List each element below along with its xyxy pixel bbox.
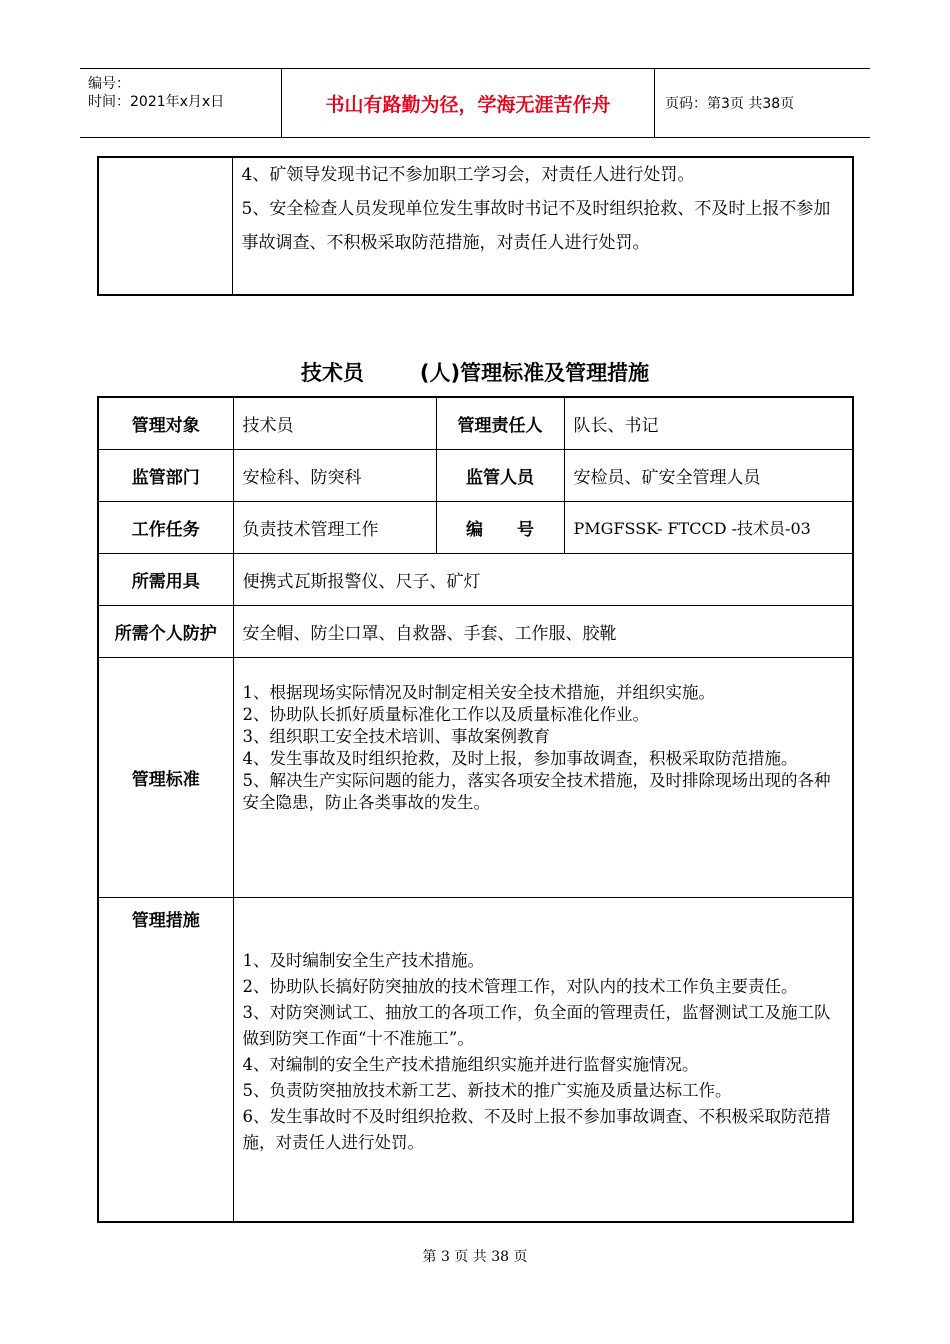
value-supervising-dept: 安检科、防突科 bbox=[233, 449, 436, 501]
label-management-object: 管理对象 bbox=[98, 397, 233, 449]
label-supervisor: 监管人员 bbox=[436, 449, 564, 501]
table-row bbox=[98, 397, 853, 449]
table-row bbox=[98, 449, 853, 501]
label-management-measures: 管理措施 bbox=[98, 897, 233, 1222]
measure-item: 2、协助队长搞好防突抽放的技术管理工作，对队内的技术工作负主要责任。 bbox=[242, 976, 798, 996]
previous-table bbox=[97, 156, 854, 296]
table-row bbox=[98, 657, 853, 897]
measure-item: 3、对防突测试工、抽放工的各项工作，负全面的管理责任，监督测试工及施工队做到防突工作面“十不准施工”。 bbox=[242, 1002, 831, 1048]
table-row bbox=[98, 553, 853, 605]
previous-table-content bbox=[232, 157, 853, 295]
standard-item: 4、发生事故及时组织抢救，及时上报，参加事故调查，积极采取防范措施。 bbox=[242, 748, 798, 768]
label-supervising-dept: 监管部门 bbox=[98, 449, 233, 501]
previous-line-5: 5、安全检查人员发现单位发生事故时书记不及时组织抢救、不及时上报不参加事故调查、不积极采取防范措施，对责任人进行处罚。 bbox=[241, 199, 831, 253]
header-motto: 书山有路勤为径，学海无涯苦作舟 bbox=[282, 69, 655, 137]
measure-item: 4、对编制的安全生产技术措施组织实施并进行监督实施情况。 bbox=[242, 1054, 699, 1074]
number-label: 编号： bbox=[88, 76, 130, 92]
measure-item: 1、及时编制安全生产技术措施。 bbox=[242, 950, 484, 970]
label-responsible-person: 管理责任人 bbox=[436, 397, 564, 449]
date-label: 时间：2021年x月x日 bbox=[88, 94, 225, 110]
label-management-standards: 管理标准 bbox=[98, 657, 233, 897]
measure-item: 5、负责防突抽放技术新工艺、新技术的推广实施及质量达标工作。 bbox=[242, 1080, 732, 1100]
table-row bbox=[98, 501, 853, 553]
label-code: 编 号 bbox=[436, 501, 564, 553]
section-title bbox=[0, 357, 950, 387]
table-row bbox=[98, 605, 853, 657]
label-work-task: 工作任务 bbox=[98, 501, 233, 553]
measure-item: 6、发生事故时不及时组织抢救、不及时上报不参加事故调查、不积极采取防范措施，对责任人进行处罚。 bbox=[242, 1106, 831, 1152]
previous-line-4: 4、矿领导发现书记不参加职工学习会，对责任人进行处罚。 bbox=[241, 165, 695, 185]
standard-item: 2、协助队长抓好质量标准化工作以及质量标准化作业。 bbox=[242, 704, 649, 724]
management-table bbox=[97, 396, 854, 1223]
section-title-suffix: (人)管理标准及管理措施 bbox=[419, 361, 650, 385]
value-required-tools: 便携式瓦斯报警仪、尺子、矿灯 bbox=[233, 553, 853, 605]
page-footer: 第 3 页 共 38 页 bbox=[422, 1249, 528, 1265]
standard-item: 3、组织职工安全技术培训、事故案例教育 bbox=[242, 726, 550, 746]
value-management-object: 技术员 bbox=[233, 397, 436, 449]
value-code: PMGFSSK- FTCCD -技术员-03 bbox=[564, 501, 853, 553]
section-title-role: 技术员 bbox=[300, 361, 364, 385]
header-page-info: 页码：第3页 共38页 bbox=[665, 96, 795, 112]
management-measures-content bbox=[233, 897, 853, 1222]
value-supervisor: 安检员、矿安全管理人员 bbox=[564, 449, 853, 501]
label-personal-protection: 所需个人防护 bbox=[98, 605, 233, 657]
previous-table-label-cell bbox=[98, 157, 232, 295]
table-row bbox=[98, 897, 853, 1222]
value-responsible-person: 队长、书记 bbox=[564, 397, 853, 449]
value-work-task: 负责技术管理工作 bbox=[233, 501, 436, 553]
page-header bbox=[80, 68, 870, 138]
standard-item: 1、根据现场实际情况及时制定相关安全技术措施，并组织实施。 bbox=[242, 682, 715, 702]
standard-item: 5、解决生产实际问题的能力，落实各项安全技术措施，及时排除现场出现的各种安全隐患，防止各类事故的发生。 bbox=[242, 770, 831, 812]
label-required-tools: 所需用具 bbox=[98, 553, 233, 605]
value-personal-protection: 安全帽、防尘口罩、自救器、手套、工作服、胶靴 bbox=[233, 605, 853, 657]
header-meta bbox=[80, 69, 282, 137]
management-standards-content bbox=[233, 657, 853, 897]
